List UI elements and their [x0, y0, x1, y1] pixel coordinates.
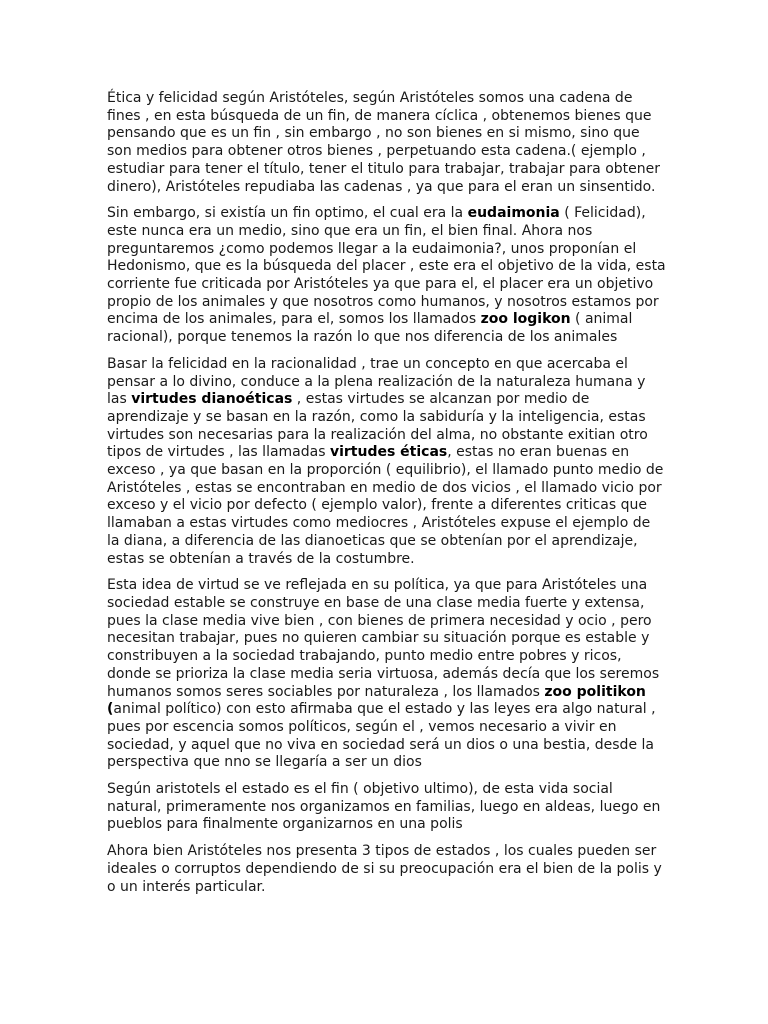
bold-term-eudaimonia: eudaimonia — [467, 205, 560, 222]
paragraph-4 — [107, 577, 667, 772]
bold-term-zoo-politikon: zoo politikon ( — [107, 683, 646, 718]
paragraph-text: Basar la felicidad en la racionalidad , trae un concepto en que acercaba el pensar a lo divino, conduce a la plena realización de la naturaleza humana y las — [107, 355, 646, 408]
paragraph-text: , estas virtudes se alcanzan por medio de aprendizaje y se basan en la razón, como la sabiduría y la inteligencia, estas virtudes son necesarias para la realización del alma, no obstante exitian otro tipos de virtudes , las llamadas — [107, 391, 648, 461]
paragraph-text: animal político) con esto afirmaba que el estado y las leyes era algo natural , pues por escencia somos políticos, según el , vemos necesario a vivir en sociedad, y aquel que no viva en sociedad será un dios o una bestia, desde la perspectiva que nno se llegaría a ser un dios — [107, 701, 656, 771]
paragraph-text: , estas no eran buenas en exceso , ya que basan en la proporción ( equilibrio), el llamado punto medio de Aristóteles , estas se encontraban en medio de dos vicios , el llamado vicio por exceso y el vicio por defecto ( ejemplo valor), frente a diferentes criticas que llamaban a estas virtudes como mediocres , Aristóteles expuse el ejemplo de la diana, a diferencia de las dianoeticas que se obtenían por el aprendizaje, estas se obtenían a través de la costumbre. — [107, 444, 664, 567]
paragraph-1 — [107, 90, 667, 196]
bold-term-virtudes-dianoeticas: virtudes dianoéticas — [131, 391, 293, 408]
paragraph-text: ( Felicidad), este nunca era un medio, sino que era un fin, el bien final. Ahora nos preguntaremos ¿como podemos llegar a la eudaimonia?, unos proponían el Hedonismo, que es la búsqueda del placer , este era el objetivo de la vida, esta corriente fue criticada por Aristóteles ya que para el, el placer era un objetivo propio de los animales y que nosotros como humanos, y nosotros estamos por encima de los animales, para el, somos los llamados — [107, 205, 666, 328]
paragraph-2 — [107, 205, 667, 347]
bold-term-zoo-logikon: zoo logikon — [480, 311, 571, 328]
paragraph-text: Esta idea de virtud se ve reflejada en su política, ya que para Aristóteles una sociedad estable se construye en base de una clase media fuerte y extensa, pues la clase media vive bien , con bienes de primera necesidad y ocio , pero necesitan trabajar, pues no quieren cambiar su situación porque es estable y constribuyen a la sociedad trabajando, punto medio entre pobres y ricos, donde se prioriza la clase media seria virtuosa, además decía que los seremos humanos somos seres sociables por naturaleza , los llamados — [107, 577, 660, 700]
paragraph-5 — [107, 781, 667, 834]
paragraph-text: ( animal racional), porque tenemos la razón lo que nos diferencia de los animales — [107, 311, 633, 346]
paragraph-text: Según aristotels el estado es el fin ( objetivo ultimo), de esta vida social natural, primeramente nos organizamos en familias, luego en aldeas, luego en pueblos para finalmente organizarnos en una polis — [107, 781, 661, 833]
paragraph-text: Ética y felicidad según Aristóteles, según Aristóteles somos una cadena de fines , en esta búsqueda de un fin, de manera cíclica , obtenemos bienes que pensando que es un fin , sin embargo , no son bienes en si mismo, sino que son medios para obtener otros bienes , perpetuando esta cadena.( ejemplo , estudiar para tener el título, tener el titulo para trabajar, trabajar para obtener dinero), Aristóteles repudiaba las cadenas , ya que para el eran un sinsentido. — [107, 90, 660, 195]
paragraph-6 — [107, 843, 667, 896]
bold-term-virtudes-eticas: virtudes éticas — [329, 444, 448, 461]
paragraph-text: Ahora bien Aristóteles nos presenta 3 tipos de estados , los cuales pueden ser ideales o corruptos dependiendo de si su preocupación era el bien de la polis y o un interés particular. — [107, 843, 662, 895]
paragraph-text: Sin embargo, si existía un fin optimo, el cual era la — [107, 205, 468, 222]
paragraph-3 — [107, 356, 667, 568]
